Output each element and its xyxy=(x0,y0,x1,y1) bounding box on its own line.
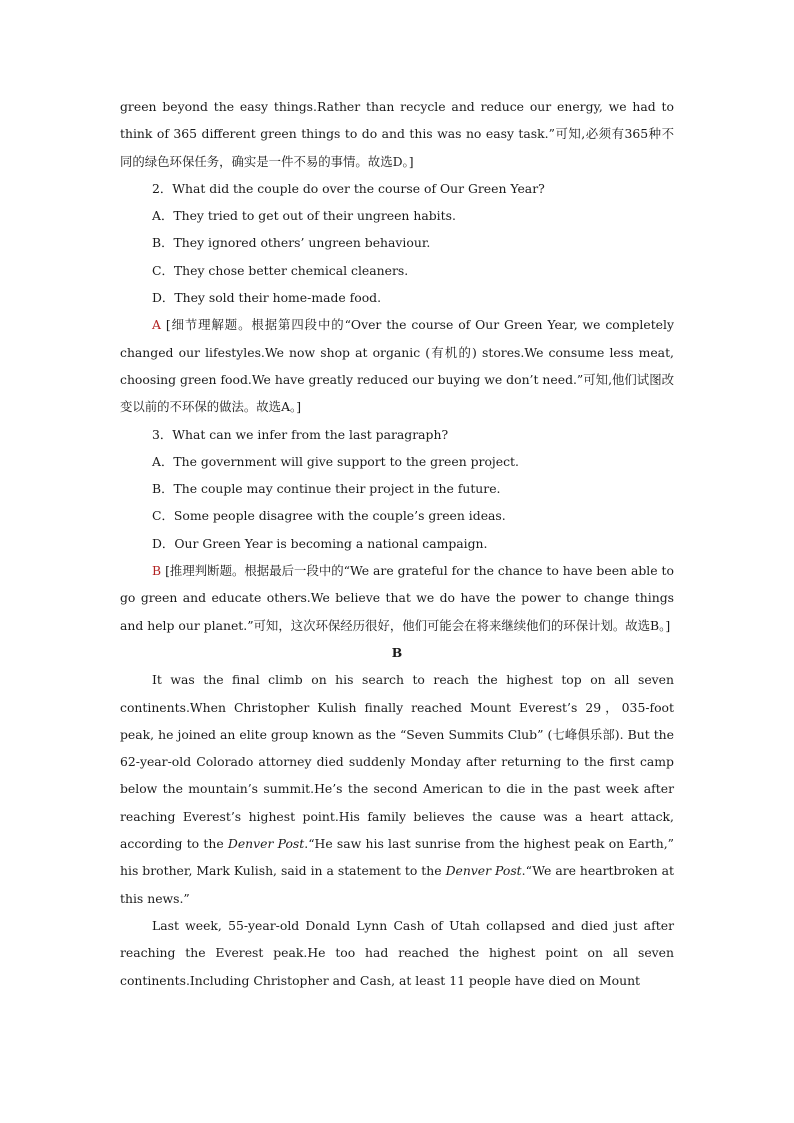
q2-answer-letter: A xyxy=(152,317,161,333)
q2-option-d: D．They sold their home-made food. xyxy=(152,290,382,306)
q3-option-d: D．Our Green Year is becoming a national campaign. xyxy=(152,535,488,551)
p1-text-c: .“We are heartbroken at this news.” xyxy=(120,863,675,906)
q3-answer-letter: B xyxy=(152,563,162,579)
page-content xyxy=(120,93,674,994)
q3-option-a: A．The government will give support to the green project. xyxy=(152,453,519,469)
q2-answer xyxy=(120,311,674,420)
q3-option-b: B．The couple may continue their project in the future. xyxy=(152,481,501,497)
p1-text-b: .“He saw his last sunrise from the highest peak on Earth,” his brother, Mark Kulish, said in a statement to the xyxy=(120,836,674,879)
q3-answer xyxy=(120,557,674,639)
p1-newspaper-name-2: Denver Post xyxy=(445,863,522,879)
q3-explanation: [推理判断题。根据最后一段中的“We are grateful for the chance to have been able to go green and educate others.We believe that we do have the power to change things and help our planet.”可知，这次环保经历很好，他们可能会在将来继续他们的环保计划。故选B。] xyxy=(120,563,674,633)
section-b-heading: B xyxy=(391,644,403,660)
q2-explanation: [细节理解题。根据第四段中的“Over the course of Our Green Year, we completely changed our lifestyles.We now shop at organic (有机的) stores.We consume less meat, choosing green food.We have greatly reduced our buying we don’t need.”可知,他们试图改变以前的不环保的做法。故选A。] xyxy=(120,317,674,415)
q2-option-b: B．They ignored others’ ungreen behaviour. xyxy=(152,235,431,251)
q2-option-c: C．They chose better chemical cleaners. xyxy=(152,262,409,278)
q3-stem: 3．What can we infer from the last paragraph? xyxy=(152,426,449,442)
q2-stem: 2．What did the couple do over the course of Our Green Year? xyxy=(152,180,545,196)
passage-b-paragraph-2: Last week, 55-year-old Donald Lynn Cash of Utah collapsed and died just after reaching the Everest peak.He too had reached the highest point on all seven continents.Including Christopher and Cash, at least 11 people have died on Mount xyxy=(120,917,674,988)
passage-b-paragraph-1 xyxy=(120,666,674,912)
q1-explanation-tail: green beyond the easy things.Rather than recycle and reduce our energy, we had to think of 365 different green things to do and this was no easy task.”可知,必须有365种不同的绿色环保任务，确实是一件不易的事情。故选D。] xyxy=(120,99,674,169)
p1-text-a: It was the final climb on his search to reach the highest top on all seven continents.When Christopher Kulish finally reached Mount Everest’s 29，035-foot peak, he joined an elite group known as the “Seven Summits Club” (七峰俱乐部). But the 62-year-old Colorado attorney died suddenly Monday after returning to the first camp below the mountain’s summit.He’s the second American to die in the past week after reaching Everest’s highest point.His family believes the cause was a heart attack, according to the xyxy=(120,672,674,852)
q2-option-a: A．They tried to get out of their ungreen habits. xyxy=(152,208,456,224)
q3-option-c: C．Some people disagree with the couple’s green ideas. xyxy=(152,508,506,524)
p1-newspaper-name-1: Denver Post xyxy=(227,836,305,852)
